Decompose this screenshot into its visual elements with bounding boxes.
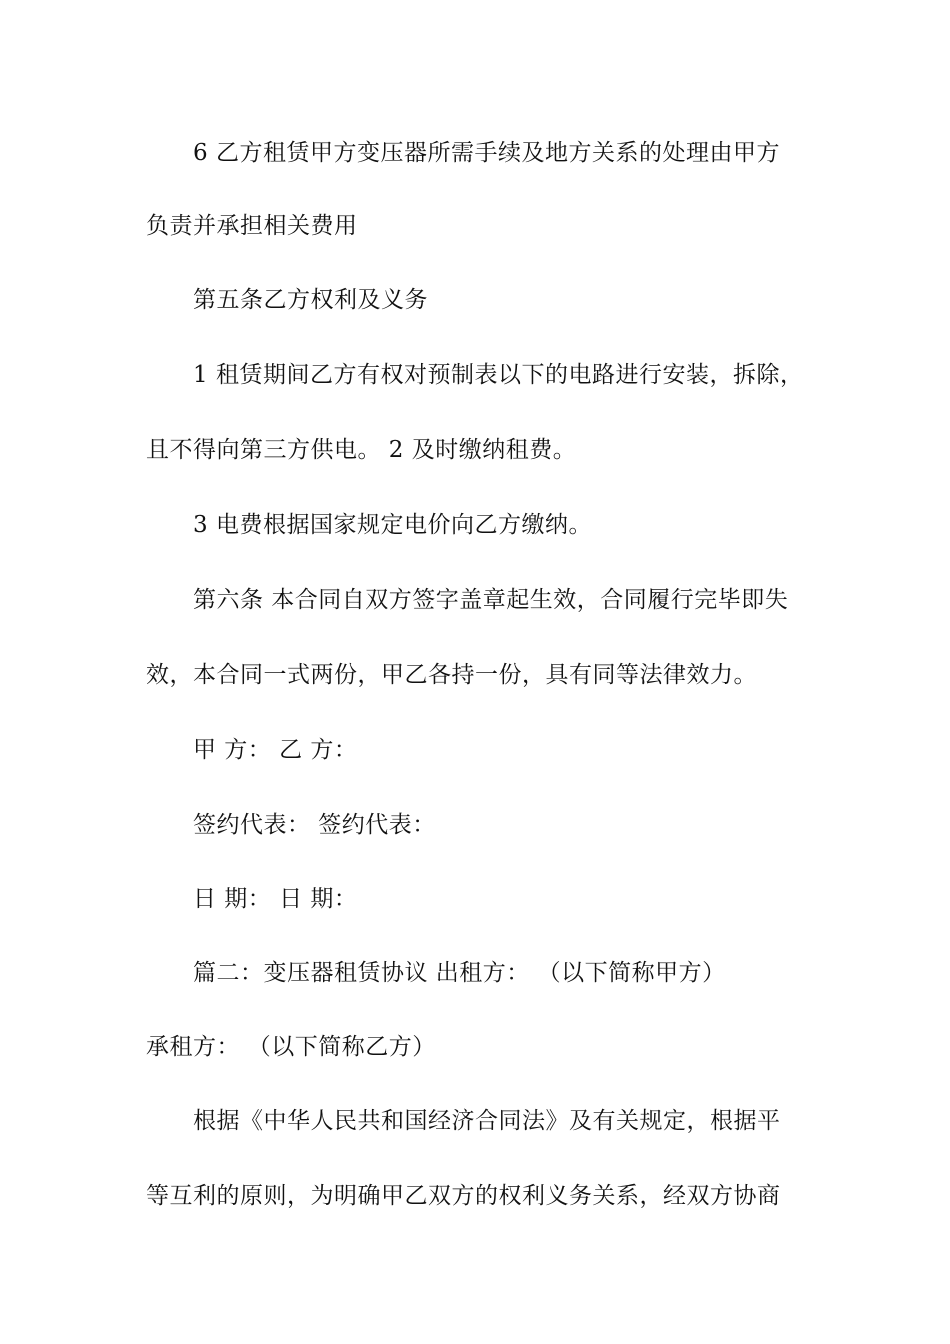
paragraph-line: 效，本合同一式两份，甲乙各持一份，具有同等法律效力。 bbox=[146, 662, 757, 688]
paragraph-line: 第六条 本合同自双方签字盖章起生效，合同履行完毕即失 bbox=[193, 587, 789, 613]
paragraph-line: 6 乙方租赁甲方变压器所需手续及地方关系的处理由甲方 bbox=[193, 140, 780, 166]
paragraph-line: 3 电费根据国家规定电价向乙方缴纳。 bbox=[193, 512, 592, 538]
paragraph-line: 等互利的原则，为明确甲乙双方的权利义务关系，经双方协商 bbox=[146, 1183, 781, 1209]
paragraph-line: 1 租赁期间乙方有权对预制表以下的电路进行安装，拆除， bbox=[193, 362, 804, 388]
signature-representatives: 签约代表： 签约代表： bbox=[193, 812, 436, 838]
signature-dates: 日 期： 日 期： bbox=[193, 886, 358, 912]
paragraph-line: 且不得向第三方供电。 2 及时缴纳租费。 bbox=[146, 437, 577, 463]
paragraph-line: 根据《中华人民共和国经济合同法》及有关规定，根据平 bbox=[193, 1108, 781, 1134]
signature-parties: 甲 方： 乙 方： bbox=[193, 737, 358, 763]
section-heading: 第五条乙方权利及义务 bbox=[193, 287, 428, 313]
paragraph-line: 负责并承担相关费用 bbox=[146, 213, 358, 239]
paragraph-line: 承租方： （以下简称乙方） bbox=[146, 1034, 436, 1060]
agreement-title-line: 篇二：变压器租赁协议 出租方： （以下简称甲方） bbox=[193, 960, 726, 986]
